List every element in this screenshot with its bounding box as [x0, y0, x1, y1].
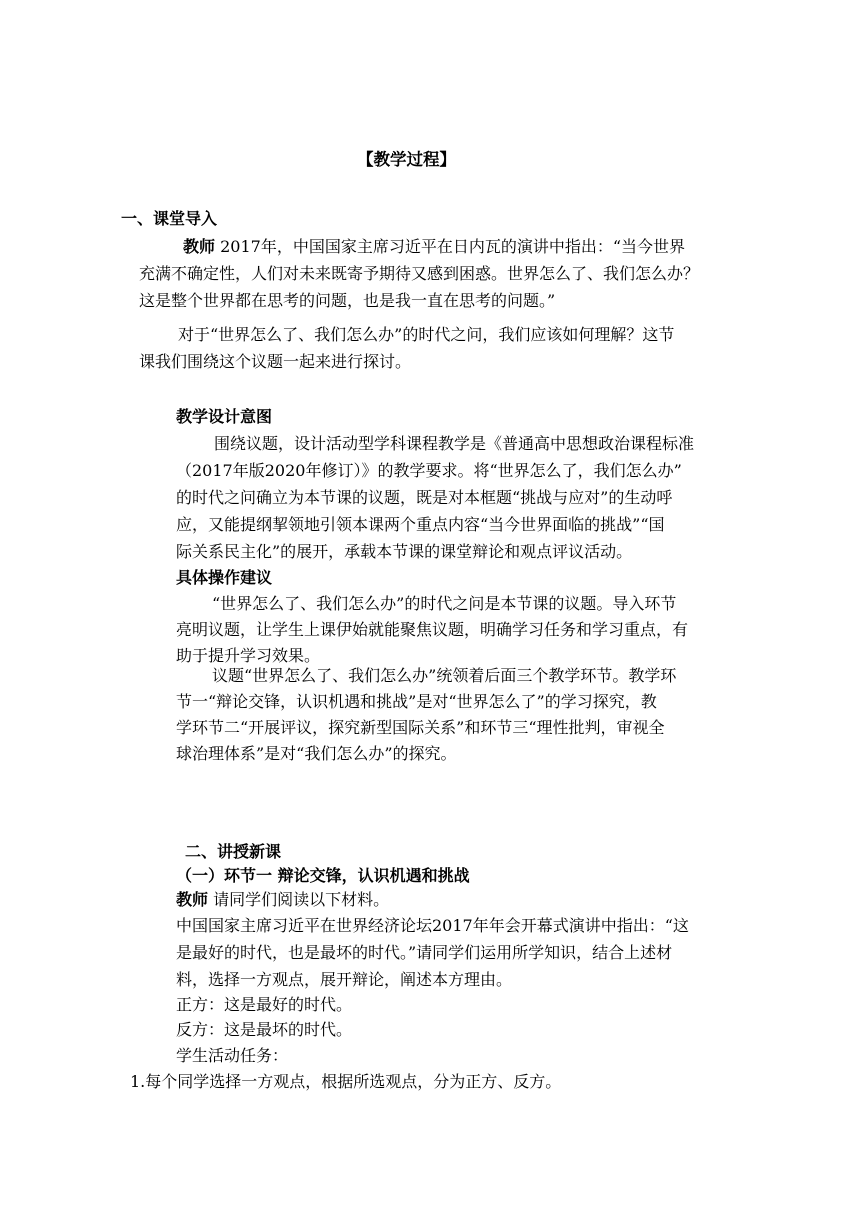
speaker-label: 教师	[176, 890, 209, 909]
paragraph-line: 应，又能提纲挈领地引领本课两个重点内容“当今世界面临的挑战”“国	[176, 515, 665, 534]
paragraph-line	[183, 235, 685, 259]
paragraph-line: 中国国家主席习近平在世界经济论坛2017年年会开幕式演讲中指出：“这	[176, 916, 689, 935]
paragraph-text: 请同学们阅读以下材料。	[208, 890, 390, 909]
paragraph-line: 亮明议题，让学生上课伊始就能聚焦议题，明确学习任务和学习重点，有	[176, 620, 689, 639]
paragraph-line: “世界怎么了、我们怎么办”的时代之问是本节课的议题。导入环节	[212, 594, 677, 613]
paragraph-line: 议题“世界怎么了、我们怎么办”统领着后面三个教学环节。教学环	[212, 666, 677, 685]
page-title: 【教学过程】	[357, 150, 456, 169]
paragraph-line: 学环节二“开展评议，探究新型国际关系”和环节三“理性批判，审视全	[176, 718, 665, 737]
paragraph-line: 对于“世界怎么了、我们怎么办”的时代之问，我们应该如何理解？这节	[178, 325, 675, 344]
pro-side-line: 正方：这是最好的时代。	[176, 995, 353, 1014]
section-heading-new-lesson: 二、讲授新课	[185, 842, 282, 861]
paragraph-line: 际关系民主化”的展开，承载本节课的课堂辩论和观点评议活动。	[176, 542, 633, 561]
paragraph-line: 球治理体系”是对“我们怎么办”的探究。	[176, 744, 457, 763]
paragraph-line: 充满不确定性，人们对未来既寄予期待又感到困惑。世界怎么了、我们怎么办？	[139, 264, 700, 283]
paragraph-line	[176, 888, 389, 912]
paragraph-line: 课我们围绕这个议题一起来进行探讨。	[139, 352, 412, 371]
subsection-heading: （一）环节一 辩论交锋，认识机遇和挑战	[176, 866, 470, 885]
section-heading-intro: 一、课堂导入	[121, 209, 218, 228]
paragraph-line: 的时代之问确立为本节课的议题，既是对本框题“挑战与应对”的生动呼	[176, 488, 673, 507]
paragraph-line: 围绕议题，设计活动型学科课程教学是《普通高中思想政治课程标准	[214, 434, 695, 453]
paragraph-line: 料，选择一方观点，展开辩论，阐述本方理由。	[176, 970, 513, 989]
paragraph-line: 这是整个世界都在思考的问题，也是我一直在思考的问题。”	[139, 291, 556, 310]
design-intent-heading: 教学设计意图	[176, 407, 273, 426]
paragraph-line: 助于提升学习效果。	[176, 646, 321, 665]
operation-tips-heading: 具体操作建议	[176, 568, 273, 587]
paragraph-text: 2017年，中国国家主席习近平在日内瓦的演讲中指出：“当今世界	[215, 237, 686, 256]
paragraph-line: 是最好的时代，也是最坏的时代。”请同学们运用所学知识，结合上述材	[176, 943, 673, 962]
paragraph-line: （2017年版2020年修订）》的教学要求。将“世界怎么了，我们怎么办”	[176, 461, 682, 480]
speaker-label: 教师	[183, 237, 216, 256]
task-heading: 学生活动任务：	[176, 1046, 289, 1065]
con-side-line: 反方：这是最坏的时代。	[176, 1020, 353, 1039]
list-item: 1.每个同学选择一方观点，根据所选观点，分为正方、反方。	[130, 1072, 562, 1091]
paragraph-line: 节一“辩论交锋，认识机遇和挑战”是对“世界怎么了”的学习探究，教	[176, 692, 657, 711]
